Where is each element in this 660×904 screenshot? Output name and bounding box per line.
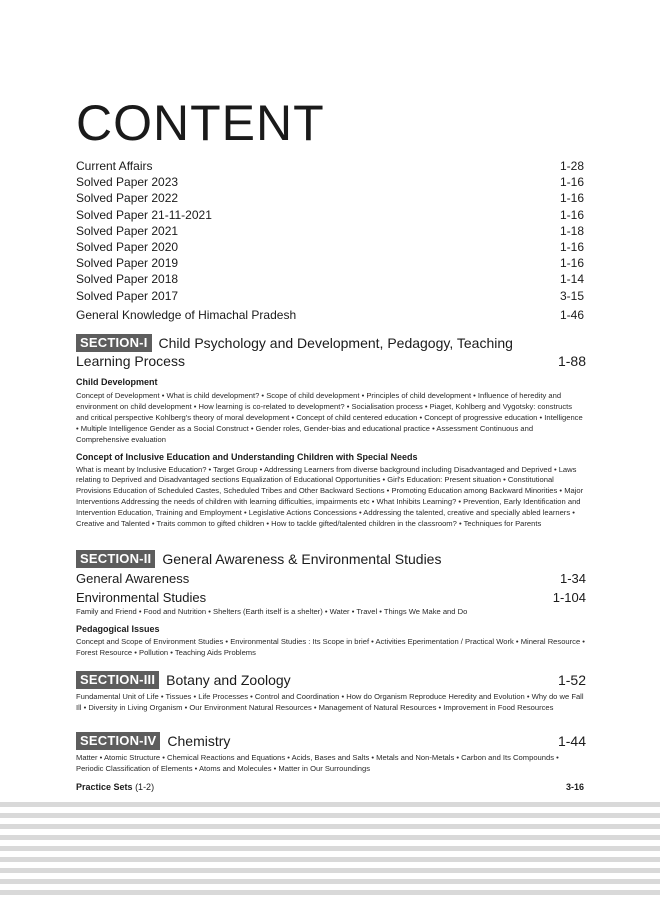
stripe: [0, 890, 660, 895]
toc-label: Solved Paper 2021: [76, 223, 179, 238]
section-4: [76, 731, 586, 775]
toc-label: Current Affairs: [76, 159, 153, 173]
section-pages: 1-52: [557, 671, 586, 688]
subsection-topics: Family and Friend • Food and Nutrition • Shelters (Earth itself is a shelter) • Water • Travel • Things We Make and Do: [76, 607, 468, 616]
practice-sets-row[interactable]: [76, 780, 584, 794]
section-badge: SECTION-III: [76, 671, 159, 689]
section-pages: 1-44: [557, 732, 586, 749]
toc-pages: 1-16: [559, 256, 584, 271]
toc-label: Solved Paper 2019: [76, 256, 179, 271]
section-title: Chemistry: [167, 732, 231, 749]
practice-sets-count: (1-2): [135, 782, 155, 792]
toc-row[interactable]: [76, 255, 584, 271]
toc-label: Solved Paper 2020: [76, 239, 179, 254]
subsection-topics: Concept of Development • What is child development? • Scope of child development • Principles of child development • Influence of heredity and environment on child development • How learning is co-related to development? • Socialisation process • Piaget, Kohlberg and Vygotsky: constructs and critical perspective Kohlberg's theory of moral development • Concept of child centered education • Concept of progressive education • Intelligence • Multiple Intelligence Gender as a Social Construct • Gender roles, Gender-bias and educational practice • Assessment Continuous and Comprehensive evaluation: [76, 391, 583, 444]
toc-pages: 1-16: [559, 175, 584, 190]
page-title: CONTENT: [76, 95, 325, 151]
section-1: [76, 333, 586, 530]
toc-row[interactable]: [76, 288, 584, 304]
stripe: [0, 857, 660, 862]
section-title: Botany and Zoology: [166, 671, 291, 688]
stripe: [0, 835, 660, 840]
toc-label: Solved Paper 2018: [76, 272, 179, 287]
stripe: [0, 846, 660, 851]
subsection-topics: What is meant by Inclusive Education? • Target Group • Addressing Learners from diverse background including Disadvantaged and Deprived • Laws relating to Deprived and Disadvantaged sections Equalization of Educational Opportunities • Girl's Education: Present situation • Constitutional Provisions Education of Scheduled Castes, Scheduled Tribes and Other Backward Sections • Promoting Education among Backward Minorities • Major Interventions Addressing the needs of children with learning difficulties, impairments etc • What Inhibits Learning? • Prevention, Early Identification and Intervention Education, Training and Employment • Legislative Actions Concessions • Addressing the talented, creative and specially abled learners • Creative and Talented • Traits common to gifted children • How to tackle gifted/talented children in the classroom? • Techniques for Parents: [76, 464, 584, 529]
toc-row[interactable]: [76, 307, 584, 323]
toc-pages: 1-28: [559, 159, 584, 173]
toc-pages: 1-16: [559, 191, 584, 206]
toc-pages: 1-46: [559, 307, 584, 322]
section-title-continued: Learning Process: [76, 353, 185, 369]
section-pages: 1-88: [557, 353, 586, 369]
toc-row[interactable]: [76, 207, 584, 223]
section-badge: SECTION-I: [76, 334, 152, 352]
subsection-topics: Fundamental Unit of Life • Tissues • Life Processes • Control and Coordination • How do Organism Reproduce Heredity and Evolution • Why do we Fall Ill • Diversity in Living Organism • Our Environment Natural Resources • Management of Natural Resources • Improvement in Food Resources: [76, 692, 584, 712]
section-title: General Awareness & Environmental Studies: [162, 550, 442, 567]
stripe: [0, 802, 660, 807]
subsection-pages: 1-104: [552, 590, 586, 605]
subsection-heading: Concept of Inclusive Education and Understanding Children with Special Needs: [76, 451, 418, 462]
toc-row[interactable]: [76, 239, 584, 255]
decorative-stripes: [0, 802, 660, 904]
stripe: [0, 813, 660, 818]
toc-pages: 3-15: [559, 288, 584, 303]
stripe: [0, 824, 660, 829]
toc-row[interactable]: [76, 271, 584, 287]
subsection-label: General Awareness: [76, 571, 190, 586]
subsection-pages: 1-34: [559, 571, 586, 586]
section-badge: SECTION-IV: [76, 732, 160, 750]
stripe: [0, 879, 660, 884]
subsection-heading: Pedagogical Issues: [76, 623, 160, 634]
toc-label: General Knowledge of Himachal Pradesh: [76, 307, 297, 322]
section-badge: SECTION-II: [76, 550, 155, 568]
toc-pages: 1-16: [559, 207, 584, 222]
section-title: Child Psychology and Development, Pedagogy, Teaching: [158, 334, 513, 351]
practice-sets-pages: 3-16: [565, 782, 584, 792]
toc-label: Solved Paper 2023: [76, 175, 179, 190]
toc-row[interactable]: [76, 190, 584, 206]
toc-pages: 1-18: [559, 223, 584, 238]
toc-row[interactable]: [76, 174, 584, 190]
toc-label: Solved Paper 2022: [76, 191, 179, 206]
toc-label: Solved Paper 2017: [76, 288, 179, 303]
section-2: [76, 549, 586, 659]
toc-pages: 1-14: [559, 272, 584, 287]
toc-row[interactable]: [76, 158, 584, 174]
toc-row[interactable]: [76, 223, 584, 239]
subsection-label: Environmental Studies: [76, 590, 207, 605]
toc-pages: 1-16: [559, 239, 584, 254]
practice-sets-label: Practice Sets: [76, 782, 133, 792]
subsection-heading: Child Development: [76, 377, 158, 387]
toc-list: [76, 158, 584, 323]
toc-label: Solved Paper 21-11-2021: [76, 207, 212, 222]
subsection-topics: Matter • Atomic Structure • Chemical Reactions and Equations • Acids, Bases and Salts • Metals and Non-Metals • Carbon and Its Compounds • Periodic Classification of Elements • Atoms and Molecules • Matter in Our Surroundings: [76, 753, 559, 773]
section-3: [76, 670, 586, 714]
subsection-topics: Concept and Scope of Environment Studies • Environmental Studies : Its Scope in brief • Activities Eperimentation / Practical Work • Mineral Resource • Forest Resource • Pollution • Teaching Aids Problems: [76, 636, 585, 657]
stripe: [0, 868, 660, 873]
